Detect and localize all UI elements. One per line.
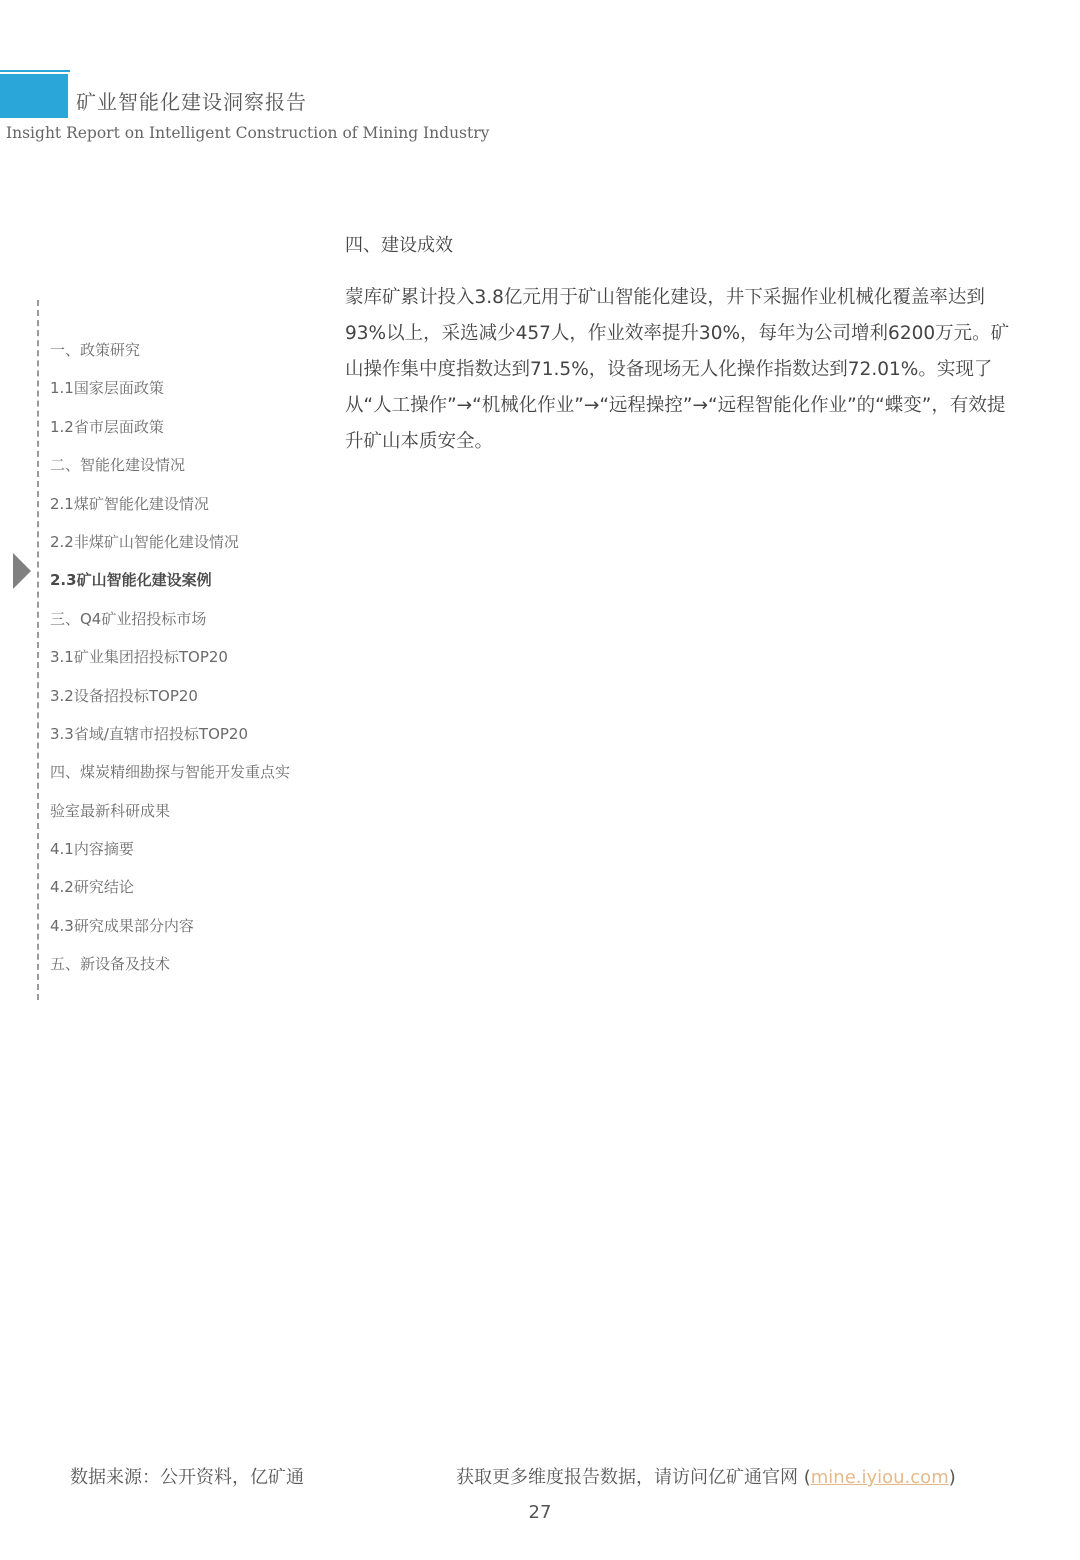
toc-item[interactable]: 三、Q4矿业招投标市场 bbox=[50, 609, 207, 628]
toc-item[interactable]: 4.2研究结论 bbox=[50, 878, 134, 897]
toc-item[interactable]: 3.2设备招投标TOP20 bbox=[50, 686, 198, 705]
toc-item[interactable]: 四、煤炭精细勘探与智能开发重点实 bbox=[50, 763, 291, 782]
toc-item-active[interactable]: 2.3矿山智能化建设案例 bbox=[50, 571, 212, 590]
toc-item[interactable]: 2.1煤矿智能化建设情况 bbox=[50, 494, 209, 513]
triangle-right-icon bbox=[13, 553, 31, 589]
footer-data-source: 数据来源：公开资料，亿矿通 bbox=[70, 1467, 304, 1488]
toc-divider bbox=[37, 300, 39, 1000]
header-accent-line bbox=[0, 70, 70, 72]
toc-item[interactable]: 1.2省市层面政策 bbox=[50, 417, 164, 436]
toc-item[interactable]: 2.2非煤矿山智能化建设情况 bbox=[50, 532, 239, 551]
page-number: 27 bbox=[528, 1502, 552, 1523]
footer-visit-prefix: 获取更多维度报告数据，请访问亿矿通官网 ( bbox=[456, 1467, 811, 1488]
header-accent-block bbox=[0, 74, 68, 118]
report-subtitle: Insight Report on Intelligent Construction of Mining Industry bbox=[6, 124, 490, 142]
section-heading: 四、建设成效 bbox=[345, 235, 453, 256]
toc-item[interactable]: 4.3研究成果部分内容 bbox=[50, 916, 194, 935]
toc-item[interactable]: 3.3省域/直辖市招投标TOP20 bbox=[50, 724, 249, 743]
footer-visit-suffix: ) bbox=[948, 1467, 956, 1488]
website-link[interactable]: mine.iyiou.com bbox=[810, 1467, 949, 1488]
body-paragraph: 蒙库矿累计投入3.8亿元用于矿山智能化建设，井下采掘作业机械化覆盖率达到93%以上，采选减少457人，作业效率提升30%，每年为公司增利6200万元。矿山操作集中度指数达到71.5%，设备现场无人化操作指数达到72.01%。实现了从“人工操作”→“机械化作业”→“远程操控”→“远程智能化作业”的“蝶变”，有效提升矿山本质安全。 bbox=[345, 287, 1010, 452]
toc-item[interactable]: 验室最新科研成果 bbox=[50, 801, 171, 820]
toc-item[interactable]: 五、新设备及技术 bbox=[50, 955, 171, 974]
toc-item[interactable]: 1.1国家层面政策 bbox=[50, 379, 164, 398]
table-of-contents bbox=[50, 331, 320, 984]
toc-item[interactable]: 一、政策研究 bbox=[50, 341, 141, 359]
toc-item[interactable]: 二、智能化建设情况 bbox=[50, 456, 186, 475]
footer-visit-note bbox=[456, 1463, 956, 1489]
toc-item[interactable]: 4.1内容摘要 bbox=[50, 840, 134, 859]
toc-item[interactable]: 3.1矿业集团招投标TOP20 bbox=[50, 648, 228, 667]
report-title: 矿业智能化建设洞察报告 bbox=[76, 90, 307, 114]
